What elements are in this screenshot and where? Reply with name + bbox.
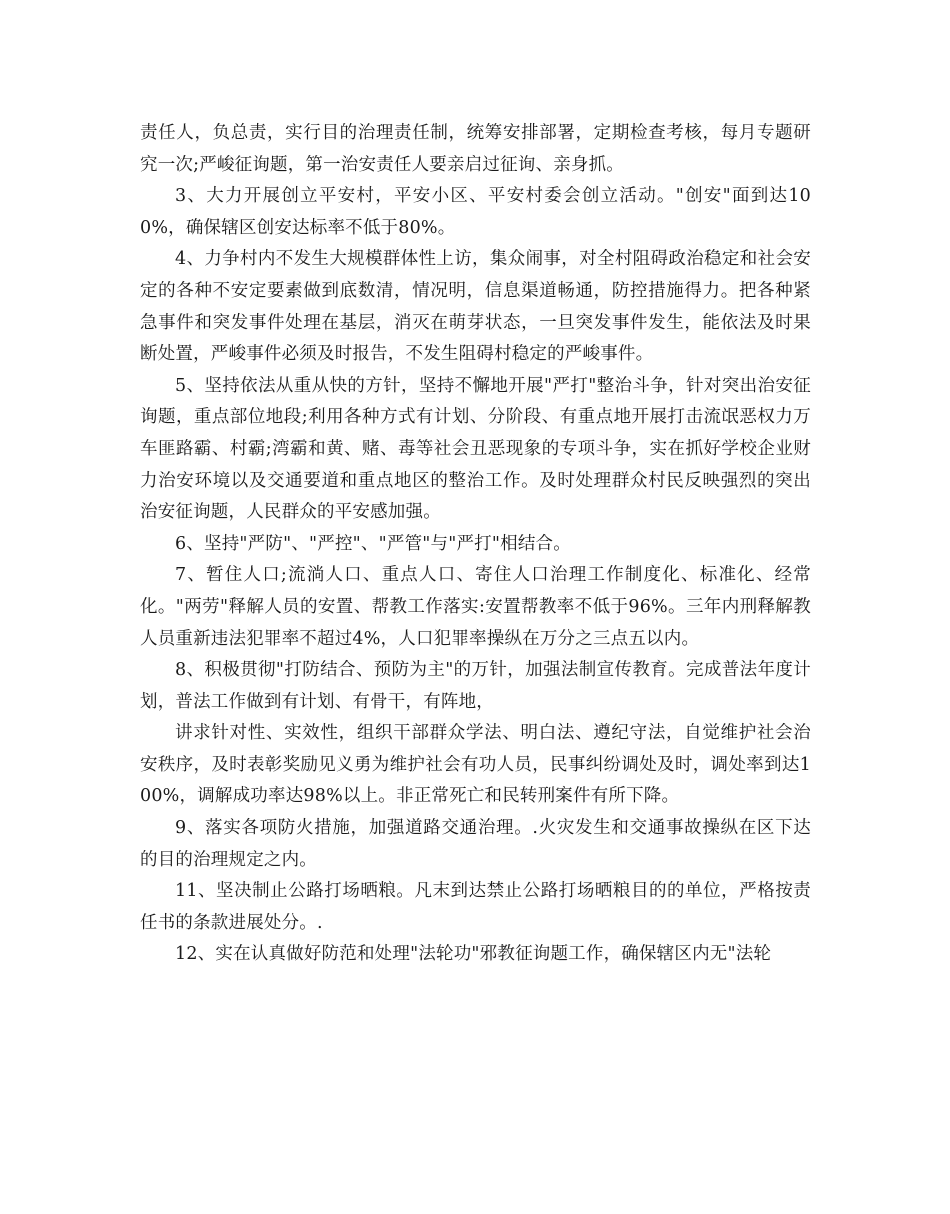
paragraph-item-8-continued: 讲求针对性、实效性，组织干部群众学法、明白法、遵纪守法，自觉维护社会治安秩序，及时表彰奖励见义勇为维护社会有功人员，民事纠纷调处及时，调处率到达100%，调解成功率达98%以上。非正常死亡和民转刑案件有所下降。 — [140, 723, 811, 807]
paragraph-item-7: 7、暂住人口;流淌人口、重点人口、寄住人口治理工作制度化、标准化、经常化。"两劳"释解人员的安置、帮教工作落实:安置帮教率不低于96%。三年内刑释解教人员重新违法犯罪率不超过4%，人口犯罪率操纵在万分之三点五以内。 — [140, 565, 811, 649]
paragraph-item-6: 6、坚持"严防"、"严控"、"严管"与"严打"相结合。 — [175, 533, 571, 554]
paragraph-1: 责任人，负总责，实行目的治理责任制，统筹安排部署，定期检查考核，每月专题研究一次;严峻征询题，第一治安责任人要亲启过征询、亲身抓。 — [140, 123, 811, 175]
paragraph-item-12: 12、实在认真做好防范和处理"法轮功"邪教征询题工作，确保辖区内无"法轮 — [175, 944, 772, 965]
paragraph-item-4: 4、力争村内不发生大规模群体性上访，集众闹事，对全村阻碍政治稳定和社会安定的各种不安定要素做到底数清，情况明，信息渠道畅通，防控措施得力。把各种紧急事件和突发事件处理在基层，消灭在萌芽状态，一旦突发事件发生，能依法及时果断处置，严峻事件必须及时报告，不发生阻碍村稳定的严峻事件。 — [140, 249, 811, 365]
paragraph-item-11: 11、坚决制止公路打场晒粮。凡末到达禁止公路打场晒粮目的的单位，严格按责任书的条款进展处分。. — [140, 881, 811, 933]
document-body — [140, 118, 811, 971]
paragraph-item-5: 5、坚持依法从重从快的方针，坚持不懈地开展"严打"整治斗争，针对突出治安征询题，重点部位地段;利用各种方式有计划、分阶段、有重点地开展打击流氓恶权力万车匪路霸、村霸;湾霸和黄、赌、毒等社会丑恶现象的专项斗争，实在抓好学校企业财力治安环境以及交通要道和重点地区的整治工作。及时处理群众村民反映强烈的突出治安征询题，人民群众的平安感加强。 — [140, 375, 811, 523]
paragraph-item-9: 9、落实各项防火措施，加强道路交通治理。.火灾发生和交通事故操纵在区下达的目的治理规定之内。 — [140, 818, 811, 870]
paragraph-item-3: 3、大力开展创立平安村，平安小区、平安村委会创立活动。"创安"面到达100%，确保辖区创安达标率不低于80%。 — [140, 186, 811, 238]
paragraph-item-8: 8、积极贯彻"打防结合、预防为主"的万针，加强法制宣传教育。完成普法年度计划，普法工作做到有计划、有骨干，有阵地， — [140, 660, 811, 712]
